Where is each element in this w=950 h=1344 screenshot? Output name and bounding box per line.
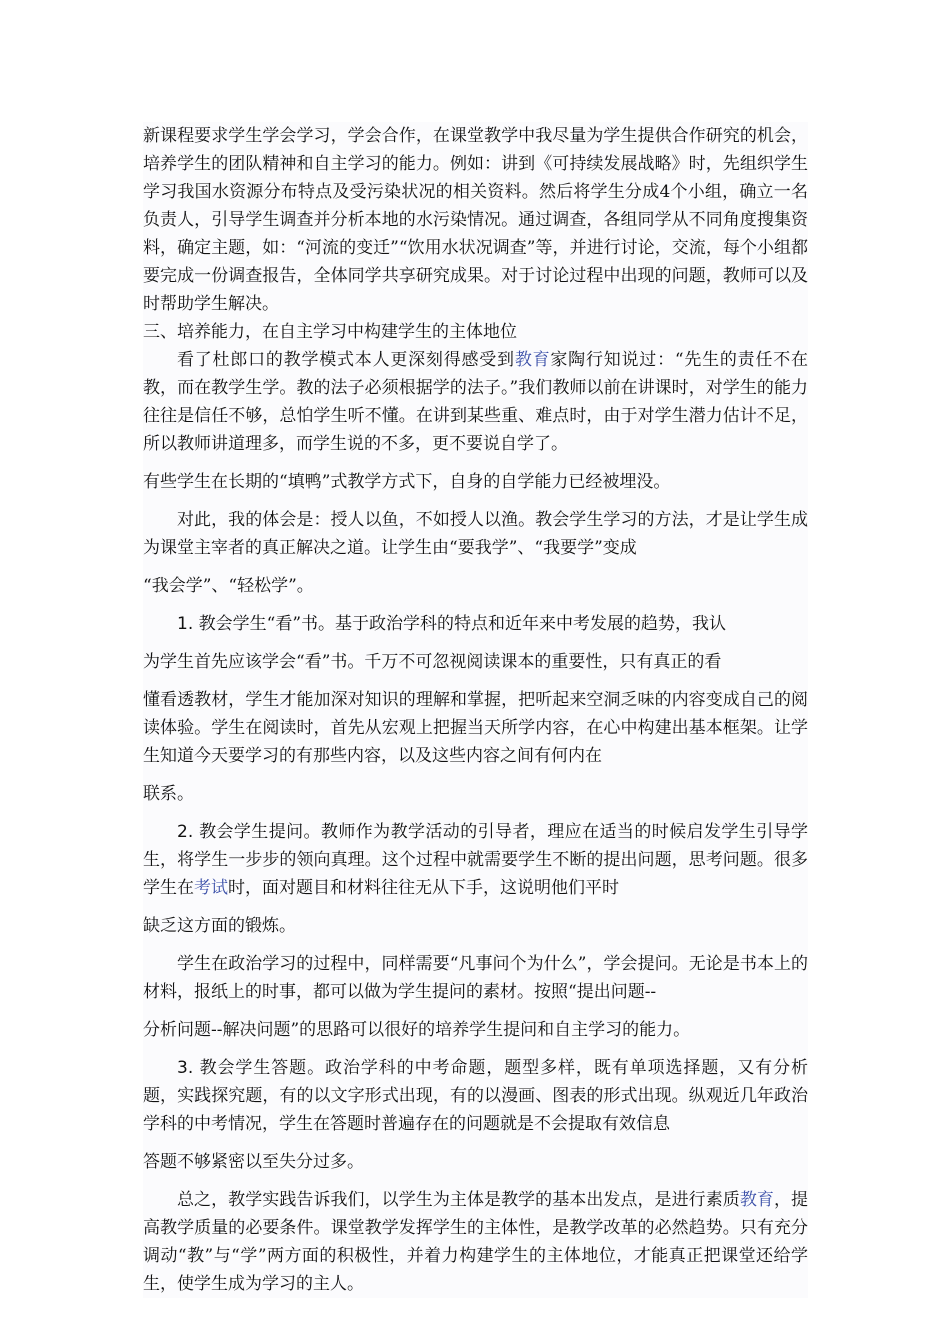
paragraph-text: 家陶行知说过：“先生的责任不在教，而在教学生学。教的法子必须根据学的法子。”我们教师以前在讲课时，对学生的能力往往是信任不够，总怕学生听不懂。在讲到某些重、难点时，由于对学生潜力估计不足，所以教师讲道理多，而学生说的不多，更不要说自学了。: [143, 350, 808, 454]
item-number: 3.: [177, 1058, 194, 1078]
paragraph-conclusion: [143, 1186, 808, 1298]
item-text: 教会学生答题。政治学科的中考命题，题型多样，既有单项选择题，又有分析题，实践探究题，有的以文字形式出现，有的以漫画、图表的形式出现。纵观近几年政治学科的中考情况，学生在答题时普遍存在的问题就是不会提取有效信息: [143, 1058, 808, 1134]
item-text: 教会学生“看”书。基于政治学科的特点和近年来中考发展的趋势，我认: [198, 614, 727, 634]
paragraph-asking-questions: 学生在政治学习的过程中，同样需要“凡事问个为什么”，学会提问。无论是书本上的材料，报纸上的时事，都可以做为学生提问的素材。按照“提出问题--: [143, 954, 808, 1002]
item-3-line-d: 答题不够紧密以至失分过多。: [143, 1152, 364, 1172]
item-1-line-c: 懂看透教材，学生才能加深对知识的理解和掌握，把听起来空洞乏味的内容变成自己的阅读体验。学生在阅读时，首先从宏观上把握当天所学内容，在心中构建出基本框架。让学生知道今天要学习的有那些内容，以及这些内容之间有何内在: [143, 690, 808, 766]
paragraph-cooperative-learning: 新课程要求学生学会学习，学会合作，在课堂教学中我尽量为学生提供合作研究的机会，培养学生的团队精神和自主学习的能力。例如：讲到《可持续发展战略》时，先组织学生学习我国水资源分布特点及受污染状况的相关资料。然后将学生分成4个小组，确立一名负责人，引导学生调查并分析本地的水污染情况。通过调查，各组同学从不同角度搜集资料，确定主题，如：“河流的变迁”“饮用水状况调查”等，并进行讨论，交流，每个小组都要完成一份调查报告，全体同学共享研究成果。对于讨论过程中出现的问题，教师可以及时帮助学生解决。: [143, 126, 808, 314]
paragraph-asking-questions-end: 分析问题--解决问题”的思路可以很好的培养学生提问和自主学习的能力。: [143, 1020, 691, 1040]
paragraph-self-study: 有些学生在长期的“填鸭”式教学方式下，自身的自学能力已经被埋没。: [143, 472, 671, 492]
education-link[interactable]: 教育: [514, 350, 551, 370]
paragraph-teach-fishing-end: “我会学”、“轻松学”。: [143, 576, 314, 596]
item-number: 2.: [177, 822, 194, 842]
paragraph-text: ，提高教学质量的必要条件。课堂教学发挥学生的主体性，是教学改革的必然趋势。只有充分调动“教”与“学”两方面的积极性，并着力构建学生的主体地位，才能真正把课堂还给学生，使学生成为学习的主人。: [143, 1190, 809, 1294]
section-heading-3: 三、培养能力，在自主学习中构建学生的主体地位: [143, 322, 517, 342]
item-text: 时，面对题目和材料往往无从下手，这说明他们平时: [228, 878, 619, 898]
document-body: [143, 122, 808, 1298]
item-number: 1.: [177, 614, 194, 634]
item-1-line-d: 联系。: [143, 784, 194, 804]
item-2-line-d: 缺乏这方面的锻炼。: [143, 916, 296, 936]
item-1-line-b: 为学生首先应该学会“看”书。千万不可忽视阅读课本的重要性，只有真正的看: [143, 652, 722, 672]
education-link[interactable]: 教育: [739, 1190, 774, 1210]
exam-link[interactable]: 考试: [194, 878, 228, 898]
paragraph-tao-xingzhi: [143, 346, 808, 458]
paragraph-teach-fishing: 对此，我的体会是：授人以鱼，不如授人以渔。教会学生学习的方法，才是让学生成为课堂主宰者的真正解决之道。让学生由“要我学”、“我要学”变成: [143, 510, 808, 558]
item-text: 教会学生提问。教师作为教学活动的引导者，理应在适当的时候启发学生引导学生，将学生一步步的领向真理。这个过程中就需要学生不断的提出问题，思考问题。很多学生在: [143, 822, 809, 898]
paragraph-text: 看了杜郎口的教学模式本人更深刻得感受到: [177, 350, 515, 370]
item-1-line-a: [143, 610, 808, 638]
paragraph-text: 总之，教学实践告诉我们，以学生为主体是教学的基本出发点，是进行素质: [177, 1190, 740, 1210]
item-2-text: [143, 818, 808, 902]
item-3-text: [143, 1054, 808, 1138]
